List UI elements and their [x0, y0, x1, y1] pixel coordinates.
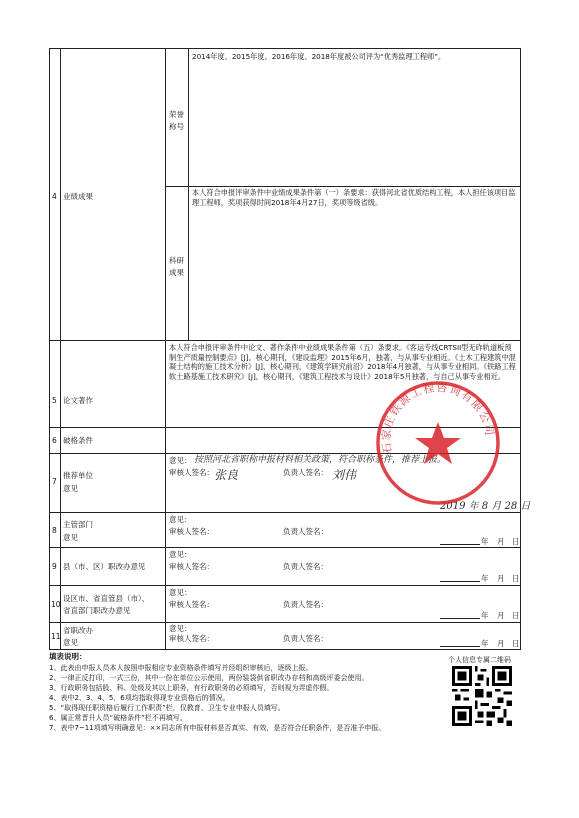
row11-label-1: 省职改办	[63, 626, 93, 635]
table-border-top	[49, 48, 521, 49]
row10-month: 月	[497, 611, 505, 620]
row10-year: 年	[481, 611, 489, 620]
company-seal	[373, 378, 503, 508]
papers-text: 本人符合申报评审条件中论文、著作条件中业绩成果条件第（五）条要求。《客运专线CRTSII型无砟轨道板预制生产质量控制要点》[J]，核心期刊，《建设监理》2015年6月，独著，与从事专业相近。《土木工程建筑中混凝土结构的施工技术分析》[J]，核心期刊，《建筑学研究前沿》2018年4月独著，与从事专业相同。《铁路工程软土路基施工技术研究》[J]，核心期刊，《建筑工程技术与设计》2018年5月独著，与自己从事专业相近。	[169, 343, 516, 381]
row9-reviewer-label: 审核人签名：	[169, 562, 214, 571]
note-2: 2、一律正反打印，一式三份，其中一份在单位公示使用，两份装袋供省职改办存档和高级评委会使用。	[49, 674, 369, 682]
line-row8-row9	[49, 547, 521, 548]
row7-handwritten-opinion: 按照河北省职称申报材料相关政策，符合职称条件，推荐上报。	[194, 455, 447, 465]
row6-number: 6	[52, 436, 57, 445]
row7-label-1: 推荐单位	[63, 471, 93, 480]
row11-opinion-label: 意见：	[169, 624, 192, 633]
row10-leader-label: 负责人签名：	[283, 600, 328, 609]
col-divider-number	[60, 48, 61, 650]
research-label-1: 科研	[169, 256, 184, 265]
row8-number: 8	[52, 526, 57, 535]
row6-label: 破格条件	[63, 436, 93, 445]
note-7: 7、表中7~11项填写明确意见：××同志所有申报材料是否真实、有效，是否符合任职条件，是否准予申报。	[49, 724, 386, 732]
row8-leader-label: 负责人签名：	[283, 527, 328, 536]
honor-text: 2014年度、2015年度、2016年度、2018年度被公司评为“优秀监理工程师”。	[192, 52, 446, 61]
row4-label: 业绩成果	[63, 192, 93, 201]
row7-leader-label: 负责人签名：	[283, 468, 328, 477]
row10-date-underline	[440, 618, 480, 619]
row7-opinion-label: 意见：	[169, 456, 192, 465]
line-row7-row8	[49, 512, 521, 513]
row11-reviewer-label: 审核人签名：	[169, 634, 214, 643]
table-border-bottom	[49, 649, 521, 650]
honor-label-1: 荣誉	[169, 110, 184, 119]
row5-number: 5	[52, 396, 57, 405]
line-row10-row11	[49, 622, 521, 623]
row4-number: 4	[52, 192, 57, 201]
line-row9-row10	[49, 585, 521, 586]
note-6: 6、属正常晋升人员“破格条件”栏不再填写。	[49, 714, 187, 722]
row10-number: 10	[51, 600, 61, 609]
col-divider-label	[165, 48, 166, 650]
qr-label: 个人信息专属二维码	[448, 656, 511, 664]
research-text: 本人符合申报评审条件中业绩成果条件第（一）条要求：获得河北省优质结构工程，本人担任该项目监理工程师，奖项获得时间2018年4月27日，奖项等级省级。	[192, 188, 516, 207]
honor-label-2: 称号	[169, 122, 184, 131]
row9-number: 9	[52, 562, 57, 571]
note-3: 3、行政职务包括股、科、处级及其以上职务，有行政职务的必须填写，否则视为弄虚作假。	[49, 684, 334, 692]
row7-reviewer-signature: 张良	[214, 468, 239, 482]
notes-title: 填表说明：	[49, 652, 87, 661]
row7-number: 7	[52, 477, 57, 486]
table-border-left	[49, 48, 50, 650]
row11-number: 11	[51, 632, 61, 641]
note-5: 5、“取得现任职资格后履行工作职责”栏，仅教育、卫生专业申报人员填写。	[49, 704, 285, 712]
col-divider-sublabel	[188, 48, 189, 340]
row10-opinion-label: 意见：	[169, 588, 192, 597]
line-honor-research	[165, 186, 520, 187]
note-1: 1、此表由申报人员本人按照申报相应专业资格条件填写并经组织审核后，逐级上报。	[49, 664, 313, 672]
row10-day: 日	[512, 611, 520, 620]
row11-leader-label: 负责人签名：	[283, 634, 328, 643]
row9-opinion-label: 意见：	[169, 550, 192, 559]
row7-leader-signature: 刘伟	[332, 468, 357, 482]
row10-reviewer-label: 审核人签名：	[169, 600, 214, 609]
row9-year: 年	[481, 574, 489, 583]
row8-reviewer-label: 审核人签名：	[169, 527, 214, 536]
seal-text: 石家庄铁源工程咨询有限公司	[379, 380, 497, 455]
row5-label: 论文著作	[63, 396, 93, 405]
row11-year: 年	[481, 639, 489, 648]
row8-label-2: 意见	[63, 533, 78, 542]
row8-date-underline	[440, 544, 480, 545]
table-border-right	[520, 48, 521, 650]
row9-leader-label: 负责人签名：	[283, 562, 328, 571]
row10-label-2: 省直部门职改办意见	[63, 606, 131, 615]
row8-year: 年	[481, 537, 489, 546]
note-4: 4、表中2、3、4、5、6项均指取得现专业资格后的情况。	[49, 694, 230, 702]
row8-opinion-label: 意见：	[169, 515, 192, 524]
qr-code	[452, 666, 512, 726]
row11-label-2: 意见	[63, 638, 78, 647]
row7-handwritten-date: 2019 年 8 月 28 日	[440, 501, 531, 512]
row7-reviewer-label: 审核人签名：	[169, 468, 214, 477]
row8-month: 月	[497, 537, 505, 546]
row7-label-2: 意见	[63, 484, 78, 493]
row11-date-underline	[440, 646, 480, 647]
row10-label-1: 设区市、省直管县（市）、	[63, 594, 150, 603]
row9-month: 月	[497, 574, 505, 583]
line-row4-row5	[49, 340, 521, 341]
row9-day: 日	[512, 574, 520, 583]
row11-day: 日	[512, 639, 520, 648]
row9-date-underline	[440, 581, 480, 582]
research-label-2: 成果	[169, 268, 184, 277]
row8-label-1: 主管部门	[63, 520, 93, 529]
row9-label: 县（市、区）职改办意见	[63, 562, 146, 571]
row8-day: 日	[512, 537, 520, 546]
row11-month: 月	[497, 639, 505, 648]
